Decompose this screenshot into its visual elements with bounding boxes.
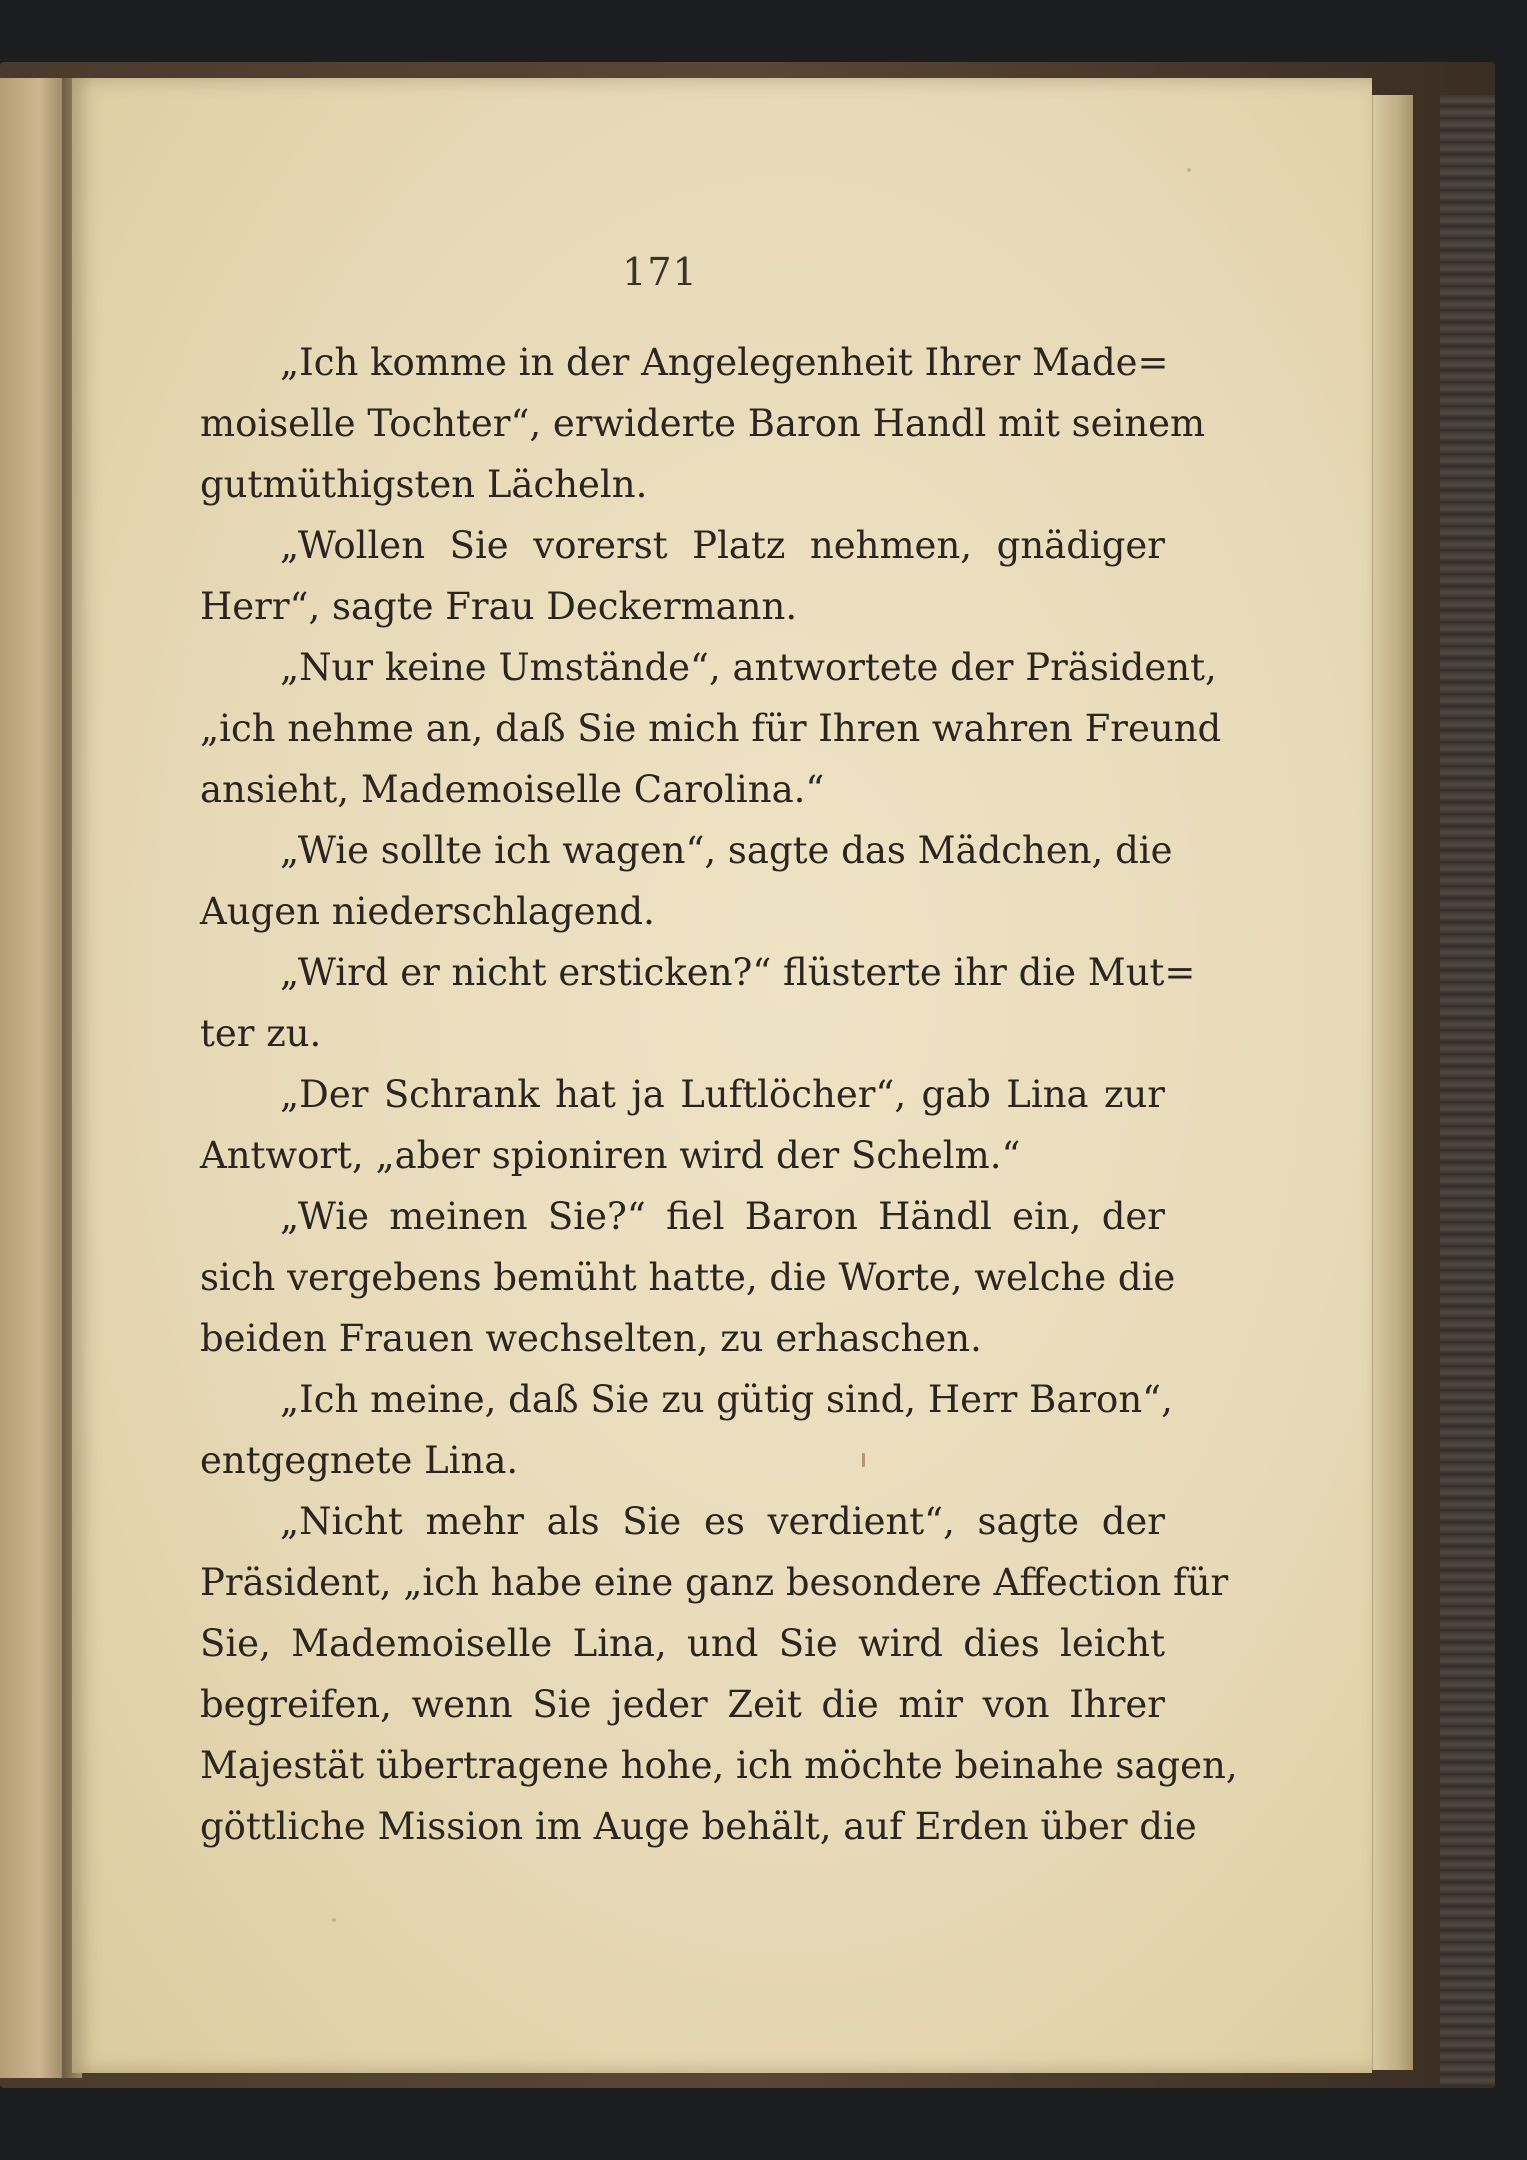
text-line: „Wird er nicht ersticken?“ flüsterte ihr die Mut=: [280, 951, 1196, 994]
text-line: „Nicht mehr als Sie es verdient“, sagte der: [280, 1500, 1165, 1543]
body-text: [200, 332, 1238, 1857]
text-line: „Der Schrank hat ja Luftlöcher“, gab Lina zur: [280, 1073, 1165, 1116]
text-line: „ich nehme an, daß Sie mich für Ihren wahren Freund: [200, 707, 1222, 750]
page-number: 171: [622, 250, 698, 294]
text-line: begreifen, wenn Sie jeder Zeit die mir von Ihrer: [200, 1683, 1165, 1726]
text-line: ansieht, Mademoiselle Carolina.“: [200, 768, 825, 811]
text-line: Herr“, sagte Frau Deckermann.: [200, 585, 798, 628]
paper-speck: [1187, 168, 1191, 172]
page-fore-edge: [1372, 95, 1413, 2070]
text-line: beiden Frauen wechselten, zu erhaschen.: [200, 1317, 982, 1360]
text-line: gutmüthigsten Lächeln.: [200, 463, 648, 506]
text-line: „Nur keine Umstände“, antwortete der Präsident,: [280, 646, 1217, 689]
text-line: „Ich komme in der Angelegenheit Ihrer Made=: [280, 341, 1169, 384]
text-line: ter zu.: [200, 1012, 322, 1055]
book-spine-edge: [1440, 95, 1495, 2085]
text-line: „Wie meinen Sie?“ fiel Baron Händl ein, der: [280, 1195, 1165, 1238]
text-line: moiselle Tochter“, erwiderte Baron Handl mit seinem: [200, 402, 1206, 445]
text-line: „Wollen Sie vorerst Platz nehmen, gnädiger: [280, 524, 1165, 567]
text-line: „Ich meine, daß Sie zu gütig sind, Herr Baron“,: [280, 1378, 1173, 1421]
text-line: Sie, Mademoiselle Lina, und Sie wird dies leicht: [200, 1622, 1165, 1665]
text-line: göttliche Mission im Auge behält, auf Erden über die: [200, 1805, 1197, 1848]
text-line: entgegnete Lina.: [200, 1439, 519, 1482]
text-line: „Wie sollte ich wagen“, sagte das Mädchen, die: [280, 829, 1173, 872]
text-line: Majestät übertragene hohe, ich möchte beinahe sagen,: [200, 1744, 1238, 1787]
text-line: Antwort, „aber spioniren wird der Schelm.“: [200, 1134, 1021, 1177]
text-line: sich vergebens bemüht hatte, die Worte, welche die: [200, 1256, 1176, 1299]
paper-speck: [332, 1918, 336, 1922]
text-line: Präsident, „ich habe eine ganz besondere Affection für: [200, 1561, 1229, 1604]
text-line: Augen niederschlagend.: [200, 890, 655, 933]
